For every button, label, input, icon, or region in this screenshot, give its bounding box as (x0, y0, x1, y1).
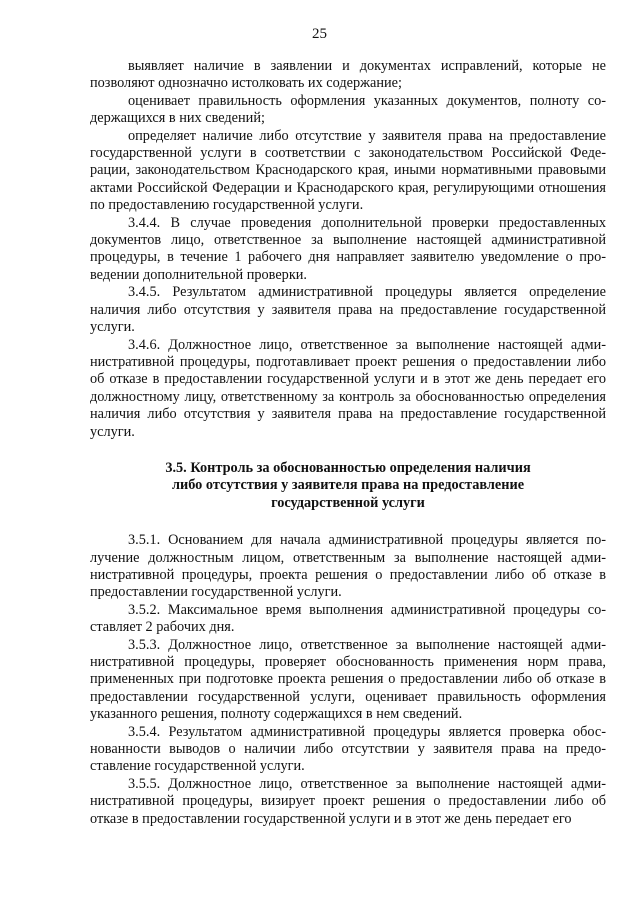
section-heading-line-3: государственной услуги (271, 494, 425, 511)
paragraph-3-5-4: 3.5.4. Результатом административной процедуры является проверка обоснованности выводов о наличии либо отсутствии у заявителя права на предоставление государственной услуги. (90, 723, 606, 775)
paragraph-3-4-5: 3.4.5. Результатом административной процедуры является определение наличия либо отсутствия у заявителя права на предоставление государственной услуги. (90, 284, 606, 336)
document-body (90, 58, 606, 828)
section-heading-line-1: 3.5. Контроль за обоснованностью определения наличия (165, 459, 531, 476)
section-heading-line-2: либо отсутствия у заявителя права на предоставление (171, 477, 525, 494)
paragraph-3-5-5: 3.5.5. Должностное лицо, ответственное за выполнение настоящей административной процедуры, визирует проект решения о предоставлении либо об отказе в предоставлении государственной услуги и в этот же день передает его (90, 775, 606, 827)
paragraph-evaluates-formatting: оценивает правильность оформления указанных документов, полноту содержащихся в них сведений; (90, 92, 606, 127)
paragraph-determines-eligibility: определяет наличие либо отсутствие у заявителя права на предоставление государственной услуги в соответствии с законодательством Российской Федерации, законодательством Краснодарского края, иными нормативными правовыми актами Российской Федерации и Краснодарского края, регулирующими отношения по предоставлению государственной услуги. (90, 127, 606, 214)
paragraph-detects-corrections: выявляет наличие в заявлении и документах исправлений, которые не позволяют однозначно истолковать их содержание; (90, 58, 606, 92)
paragraph-3-4-6: 3.4.6. Должностное лицо, ответственное за выполнение настоящей административной процедуры, подготавливает проект решения о предоставлении либо об отказе в предоставлении государственной услуги и в этот же день передает его должностному лицу, ответственному за контроль за обоснованностью определения наличия либо отсутствия у заявителя права на предоставление государственной услуги. (90, 336, 606, 440)
section-heading-3-5 (90, 460, 606, 512)
paragraph-3-5-3: 3.5.3. Должностное лицо, ответственное за выполнение настоящей административной процедуры, проверяет обоснованность применения норм права, примененных при подготовке проекта решения о предоставлении либо об отказе в предоставлении государственной услуги, оценивает правильность оформления указанного решения, полноту содержащихся в нем сведений. (90, 636, 606, 723)
page-number: 25 (312, 26, 327, 42)
paragraph-3-5-2: 3.5.2. Максимальное время выполнения административной процедуры составляет 2 рабочих дня. (90, 601, 606, 636)
paragraph-3-5-1: 3.5.1. Основанием для начала административной процедуры является получение должностным лицом, ответственным за выполнение настоящей административной процедуры, проекта решения о предоставлении либо об отказе в предоставлении государственной услуги. (90, 532, 606, 601)
paragraph-3-4-4: 3.4.4. В случае проведения дополнительной проверки предоставленных документов лицо, ответственное за выполнение настоящей административной процедуры, в течение 1 рабочего дня направляет заявителю уведомление о проведении дополнительной проверки. (90, 214, 606, 283)
